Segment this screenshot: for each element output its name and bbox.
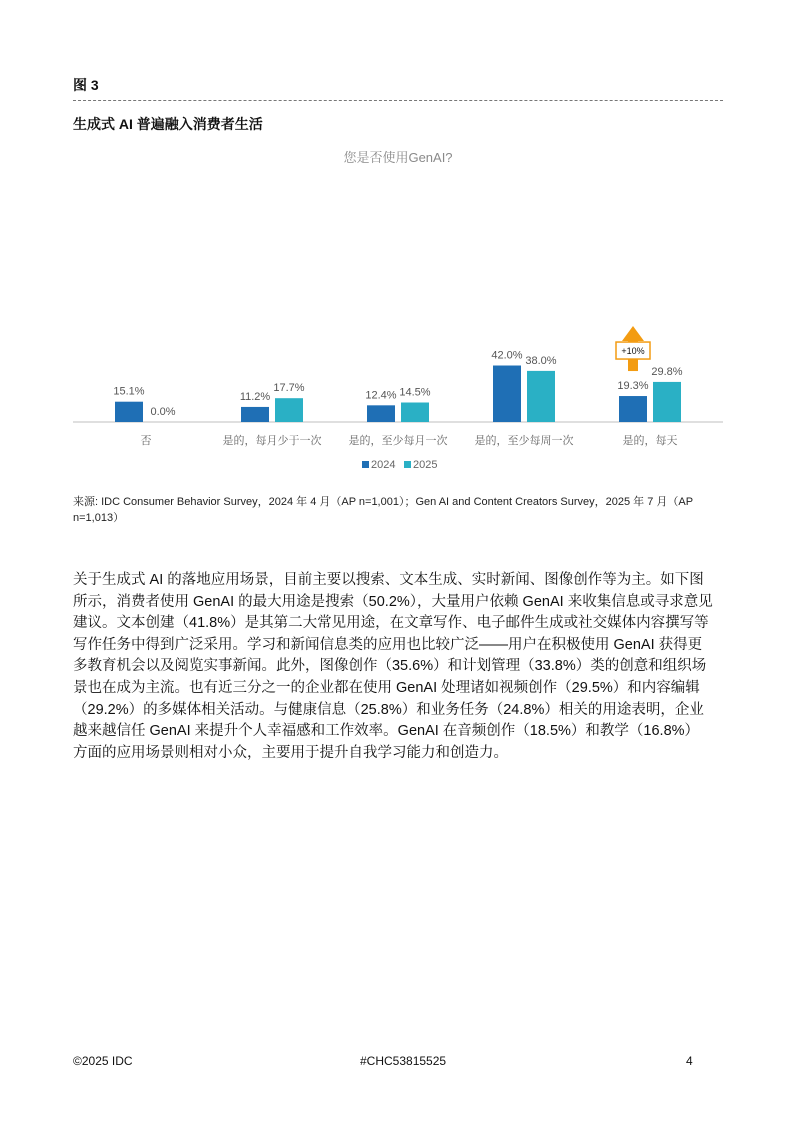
data-label-2024-2: 11.2% [239,390,271,403]
body-paragraph: 关于生成式 AI 的落地应用场景，目前主要以搜索、文本生成、实时新闻、图像创作等为主。如下图所示，消费者使用 GenAI 的最大用途是搜索（50.2%），大量用户依赖 GenAI 来收集信息或寻求意见建议。文本创建（41.8%）是其第二大常见用途，在文章写作、电子邮件生成或社交媒体内容撰写等写作任务中得到广泛采用。学习和新闻信息类的应用也比较广泛——用户在积极使用 GenAI 获得更多教育机会以及阅览实事新闻。此外，图像创作（35.6%）和计划管理（33.8%）类的创意和组织场景也在成为主流。也有近三分之一的企业都在使用 GenAI 处理诸如视频创作（29.5%）和内容编辑（29.2%）的多媒体相关活动。与健康信息（25.8%）和业务任务（24.8%）相关的用途表明，企业越来越信任 GenAI 来提升个人幸福感和工作效率。GenAI 在音频创作（18.5%）和教学（16.8%）方面的应用场景则相对小众，主要用于提升自我学习能力和创造力。 [73,572,713,761]
bar-chart [73,140,723,485]
annotation-label: +10% [621,346,645,357]
bar-2024-1 [115,402,143,422]
legend-label-2025: 2025 [413,459,438,471]
data-label-2025-3: 14.5% [399,386,431,399]
data-label-2024-5: 19.3% [617,380,649,393]
x-tick-label-2: 是的，每月少于一次 [222,435,322,447]
legend-swatch-2024 [362,461,369,468]
bar-2025-2 [275,398,303,422]
data-label-2024-3: 12.4% [365,389,397,402]
legend-label-2024: 2024 [371,459,396,471]
bar-2024-3 [367,405,395,422]
footer-copyright: ©2025 IDC [73,1054,133,1068]
bar-2024-4 [493,366,521,422]
data-label-2024-4: 42.0% [491,349,523,362]
footer-doc-id: #CHC53815525 [360,1054,447,1068]
bar-2024-5 [619,396,647,422]
footer-page-number: 4 [686,1054,693,1068]
data-label-2025-2: 17.7% [273,382,305,395]
up-arrow-icon [622,326,644,341]
bar-2025-4 [527,371,555,422]
data-label-2025-1: 0.0% [150,406,176,418]
dashed-divider [73,100,723,101]
figure-label: 图 3 [73,77,99,93]
bar-2025-3 [401,402,429,422]
bar-2025-5 [653,382,681,422]
bar-2024-2 [241,407,269,422]
data-label-2024-1: 15.1% [113,385,145,398]
data-label-2025-4: 38.0% [525,354,557,367]
source-note: 来源: IDC Consumer Behavior Survey，2024 年 4 月（AP n=1,001）；Gen AI and Content Creators Survey，2025 年 7 月（AP n=1,013） [73,496,693,524]
figure-title: 生成式 AI 普遍融入消费者生活 [73,116,263,132]
x-tick-label-1: 否 [140,435,152,447]
x-tick-label-5: 是的，每天 [622,435,678,447]
legend-swatch-2025 [404,461,411,468]
chart-title: 您是否使用GenAI? [343,150,453,165]
data-label-2025-5: 29.8% [651,365,683,378]
x-tick-label-4: 是的，至少每周一次 [474,435,574,447]
x-tick-label-3: 是的，至少每月一次 [348,435,448,447]
